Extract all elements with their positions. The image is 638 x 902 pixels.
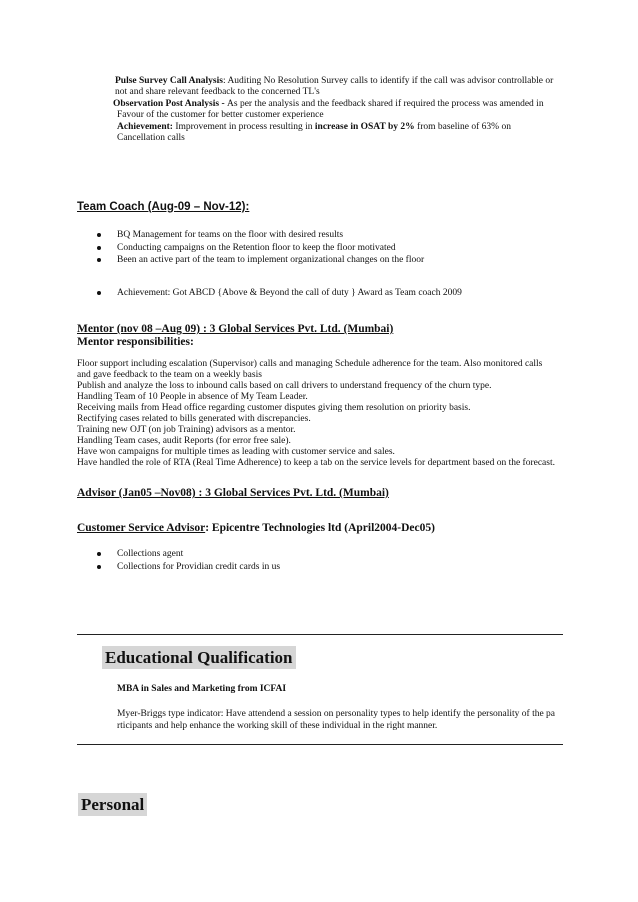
list-item: Publish and analyze the loss to inbound calls based on call drivers to understand frequency of the churn type.: [77, 381, 492, 391]
team-coach-heading: Team Coach (Aug-09 – Nov-12):: [77, 201, 250, 213]
top-section: [115, 76, 585, 98]
list-item: Rectifying cases related to bills generated with discrepancies.: [77, 414, 311, 424]
list-item: Training new OJT (on job Training) advisors as a mentor.: [77, 425, 296, 435]
personal-title: Personal: [78, 793, 147, 816]
team-coach-bullets: [97, 229, 577, 267]
observation-text: As per the analysis and the feedback shared if required the process was amended in: [227, 99, 544, 109]
achievement-bold: increase in OSAT by 2%: [314, 122, 415, 132]
pulse-survey-text: : Auditing No Resolution Survey calls to identify if the call was advisor controllable or: [222, 76, 554, 86]
mentor-responsibilities: [77, 359, 577, 469]
education-title-wrap: [102, 646, 296, 669]
achievement-line: [117, 122, 587, 133]
list-item: Collections agent: [97, 548, 577, 561]
education-degree: MBA in Sales and Marketing from ICFAI: [117, 684, 287, 694]
observation-line2: Favour of the customer for better customer experience: [117, 110, 324, 120]
list-item: and gave feedback to the team on a weekly basis: [77, 370, 262, 380]
list-item: Collections for Providian credit cards in us: [97, 561, 577, 574]
achievement-label: Achievement:: [117, 122, 176, 132]
list-item: Handling Team of 10 People in absence of My Team Leader.: [77, 392, 308, 402]
csa-heading-title: Customer Service Advisor: [77, 522, 206, 534]
mentor-block-heading: [77, 323, 393, 349]
achievement-text-a: Improvement in process resulting in: [175, 122, 315, 132]
education-bottom-divider: [77, 744, 563, 745]
list-item: Have handled the role of RTA (Real Time Adherence) to keep a tab on the service levels for department based on the forecast.: [77, 458, 555, 468]
list-item: Floor support including escalation (Supervisor) calls and managing Schedule adherence for the team. Also monitored calls: [77, 359, 543, 369]
list-item: Been an active part of the team to implement organizational changes on the floor: [97, 254, 577, 267]
team-coach-achievement: [97, 287, 577, 300]
list-item: Receiving mails from Head office regarding customer disputes giving them resolution on priority basis.: [77, 403, 471, 413]
csa-heading: [77, 522, 435, 535]
mentor-subheading: Mentor responsibilities:: [77, 336, 194, 348]
mentor-heading: Mentor (nov 08 –Aug 09) : 3 Global Services Pvt. Ltd. (Mumbai): [77, 323, 394, 335]
csa-heading-rest: : Epicentre Technologies ltd (April2004-Dec05): [205, 522, 435, 534]
education-title: Educational Qualification: [102, 646, 296, 669]
achievement-block: [117, 122, 587, 144]
education-mbti: [117, 708, 567, 732]
pulse-survey-label: Pulse Survey Call Analysis: [115, 76, 223, 86]
pulse-survey-line: [115, 76, 585, 87]
achievement-text-b: from baseline of 63% on: [414, 122, 511, 132]
list-item: Achievement: Got ABCD {Above & Beyond the call of duty } Award as Team coach 2009: [97, 287, 577, 300]
mbti-line2: rticipants and help enhance the working skill of these individual in the right manner.: [117, 721, 438, 731]
observation-line: [113, 99, 583, 110]
mbti-line1: Myer-Briggs type indicator: Have attendend a session on personality types to help identify the personality of the pa: [117, 709, 556, 719]
list-item: BQ Management for teams on the floor with desired results: [97, 229, 577, 242]
list-item: Handling Team cases, audit Reports (for error free sale).: [77, 436, 291, 446]
observation-block: [113, 99, 583, 121]
personal-title-wrap: [78, 793, 147, 816]
pulse-survey-line2: not and share relevant feedback to the concerned TL's: [115, 87, 320, 97]
education-top-divider: [77, 634, 563, 635]
advisor-heading: Advisor (Jan05 –Nov08) : 3 Global Services Pvt. Ltd. (Mumbai): [77, 487, 389, 499]
list-item: Have won campaigns for multiple times as leading with customer service and sales.: [77, 447, 395, 457]
achievement-line2: Cancellation calls: [117, 133, 185, 143]
csa-bullets: [97, 548, 577, 573]
observation-label: Observation Post Analysis -: [113, 99, 228, 109]
list-item: Conducting campaigns on the Retention floor to keep the floor motivated: [97, 242, 577, 255]
